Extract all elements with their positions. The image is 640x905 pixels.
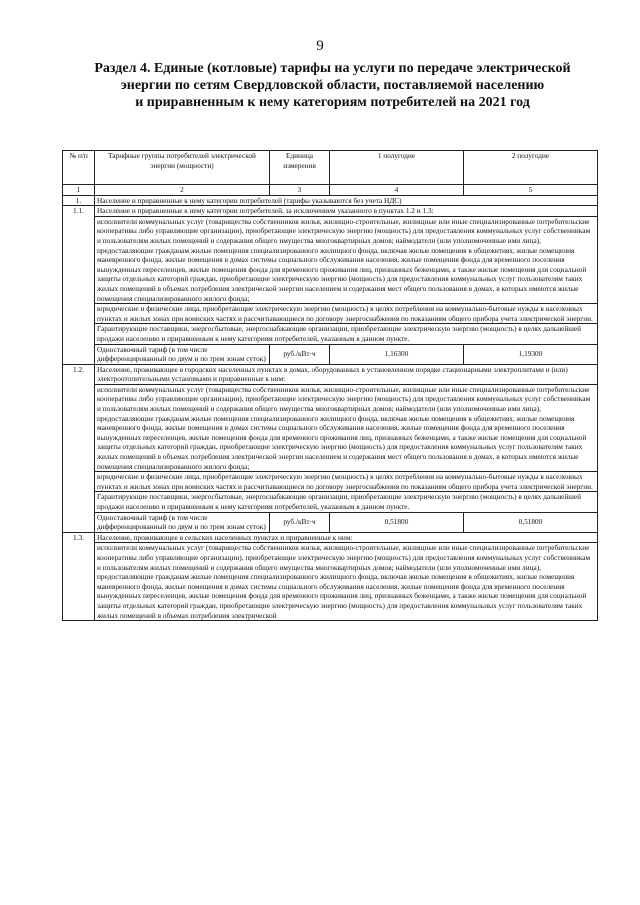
consumer-group-text: Гарантирующие поставщики, энергосбытовые, энергоснабжающие организации, приобретающие электрическую энергию (мощность) в целях дальнейшей продажи населению и приравненным к нему категориям потребителей, указанным в данном пункте. — [95, 324, 598, 344]
consumer-group-text: исполнители коммунальных услуг (товарищества собственников жилья, жилищно-строительные, жилищные или иные специализированные потребительские кооперативы либо управляющие организации), приобретающие электрическую энергию (мощность) для предоставления коммунальных услуг собственникам и пользователям жилых помещений и содержания общего имущества многоквартирных домов; наймодатели (или уполномоченные ими лица), предоставляющие гражданам жилые помещения специализированного жилищного фонда, включая жилые помещения в общежитиях, жилые помещения маневренного фонда, жилые помещения в домах системы социального обслуживания населения, жилые помещения фонда для временного поселения вынужденных переселенцев, жилые помещения фонда для временного проживания лиц, признанных беженцами, а также жилые помещения для социальной защиты отдельных категорий граждан, приобретающие электрическую энергию (мощность) для предоставления коммунальных услуг пользователям таких жилых помещений в объемах потребления электрической — [95, 543, 598, 621]
unit-cell: руб./кВт·ч — [270, 344, 330, 364]
row-number: 1.2. — [63, 364, 95, 532]
consumer-group-text: юридические и физические лица, приобретающие электрическую энергию (мощность) в целях потребления на коммунально-бытовые нужды в населенных пунктах и жилых зонах при воинских частях и рассчитывающиеся по договору энергоснабжения по показаниям общего прибора учета электрической энергии. — [95, 304, 598, 324]
column-number: 2 — [95, 185, 270, 196]
table-header-row — [63, 151, 598, 185]
table-row — [63, 472, 598, 492]
table-row — [63, 492, 598, 512]
tariff-table — [62, 150, 598, 621]
column-number-row — [63, 185, 598, 196]
table-row — [63, 532, 598, 543]
table-row — [63, 216, 598, 303]
column-number: 5 — [464, 185, 598, 196]
header-cell-unit: Единица измерения — [270, 151, 330, 185]
page-number: 9 — [316, 38, 324, 54]
title-line-1: Раздел 4. Единые (котловые) тарифы на услуги по передаче электрической — [94, 61, 571, 76]
table-row — [63, 543, 598, 621]
section-heading: Население и приравненные к нему категории потребителей, за исключением указанного в пунктах 1.2 и 1.3: — [95, 206, 598, 217]
consumer-group-text: юридические и физические лица, приобретающие электрическую энергию (мощность) в целях потребления на коммунально-бытовые нужды в населенных пунктах и жилых зонах при воинских частях и рассчитывающиеся по договору энергоснабжения по показаниям общего прибора учета электрической энергии. — [95, 472, 598, 492]
table-row — [63, 384, 598, 471]
section-heading: Население и приравненные к нему категории потребителей (тарифы указываются без учета НДС) — [95, 195, 598, 206]
column-number: 4 — [330, 185, 464, 196]
table-row — [63, 344, 598, 364]
section-heading: Население, проживающее в сельских населенных пунктах и приравненные к ним: — [95, 532, 598, 543]
table-row — [63, 512, 598, 532]
table-row — [63, 304, 598, 324]
title-line-2: энергии по сетям Свердловской области, поставляемой населению — [120, 78, 545, 93]
page-title — [60, 60, 605, 111]
table-row — [63, 324, 598, 344]
tariff-label: Одноставочный тариф (в том числе дифференцированный по двум и по трем зонам суток) — [95, 512, 270, 532]
header-cell-num: № п/п — [63, 151, 95, 185]
consumer-group-text: Гарантирующие поставщики, энергосбытовые, энергоснабжающие организации, приобретающие электрическую энергию (мощность) в целях дальнейшей продажи населению и приравненным к нему категориям потребителей, указанным в данном пункте. — [95, 492, 598, 512]
column-number: 1 — [63, 185, 95, 196]
tariff-value-h2: 0,51800 — [464, 512, 598, 532]
section-heading: Население, проживающее в городских населенных пунктах в домах, оборудованных в установленном порядке стационарными электроплитами и (или) электроотопительными установками и приравненные к ним: — [95, 364, 598, 384]
consumer-group-text: исполнители коммунальных услуг (товарищества собственников жилья, жилищно-строительные, жилищные или иные специализированные потребительские кооперативы либо управляющие организации), приобретающие электрическую энергию (мощность) для предоставления коммунальных услуг собственникам и пользователям жилых помещений и содержания общего имущества многоквартирных домов; наймодатели (или уполномоченные ими лица), предоставляющие гражданам жилые помещения специализированного жилищного фонда, включая жилые помещения в общежитиях, жилые помещения маневренного фонда, жилые помещения в домах системы социального обслуживания населения, жилые помещения фонда для временного поселения вынужденных переселенцев, жилые помещения фонда для временного проживания лиц, признанных беженцами, а также жилые помещения для социальной защиты отдельных категорий граждан, приобретающие электрическую энергию (мощность) для предоставления коммунальных услуг пользователям таких жилых помещений в объемах потребления электрической энергии населением и содержания мест общего пользования в домах, в которых имеются жилые помещения специализированного жилого фонда; — [95, 384, 598, 471]
title-line-3: и приравненным к нему категориям потребителей на 2021 год — [135, 95, 530, 110]
header-cell-group: Тарифные группы потребителей электрической энергии (мощности) — [95, 151, 270, 185]
row-number: 1.3. — [63, 532, 95, 620]
tariff-value-h1: 0,51800 — [330, 512, 464, 532]
table-row — [63, 364, 598, 384]
unit-cell: руб./кВт·ч — [270, 512, 330, 532]
table-row — [63, 195, 598, 206]
tariff-label: Одноставочный тариф (в том числе дифференцированный по двум и по трем зонам суток) — [95, 344, 270, 364]
tariff-value-h1: 1,16300 — [330, 344, 464, 364]
row-number: 1. — [63, 195, 95, 206]
table-row — [63, 206, 598, 217]
tariff-value-h2: 1,19300 — [464, 344, 598, 364]
header-cell-h1: 1 полугодие — [330, 151, 464, 185]
consumer-group-text: исполнители коммунальных услуг (товарищества собственников жилья, жилищно-строительные, жилищные или иные специализированные потребительские кооперативы либо управляющие организации), приобретающие электрическую энергию (мощность) для предоставления коммунальных услуг собственникам и пользователям жилых помещений и содержания общего имущества многоквартирных домов; наймодатели (или уполномоченные ими лица), предоставляющие гражданам жилые помещения специализированного жилищного фонда, включая жилые помещения в общежитиях, жилые помещения маневренного фонда, жилые помещения в домах системы социального обслуживания населения, жилые помещения фонда для временного поселения вынужденных переселенцев, жилые помещения фонда для временного проживания лиц, признанных беженцами, а также жилые помещения для социальной защиты отдельных категорий граждан, приобретающие электрическую энергию (мощность) для предоставления коммунальных услуг пользователям таких жилых помещений в объемах потребления электрической энергии населением и содержания мест общего пользования в домах, в которых имеются жилые помещения специализированного жилого фонда; — [95, 216, 598, 303]
column-number: 3 — [270, 185, 330, 196]
row-number: 1.1. — [63, 206, 95, 365]
header-cell-h2: 2 полугодие — [464, 151, 598, 185]
